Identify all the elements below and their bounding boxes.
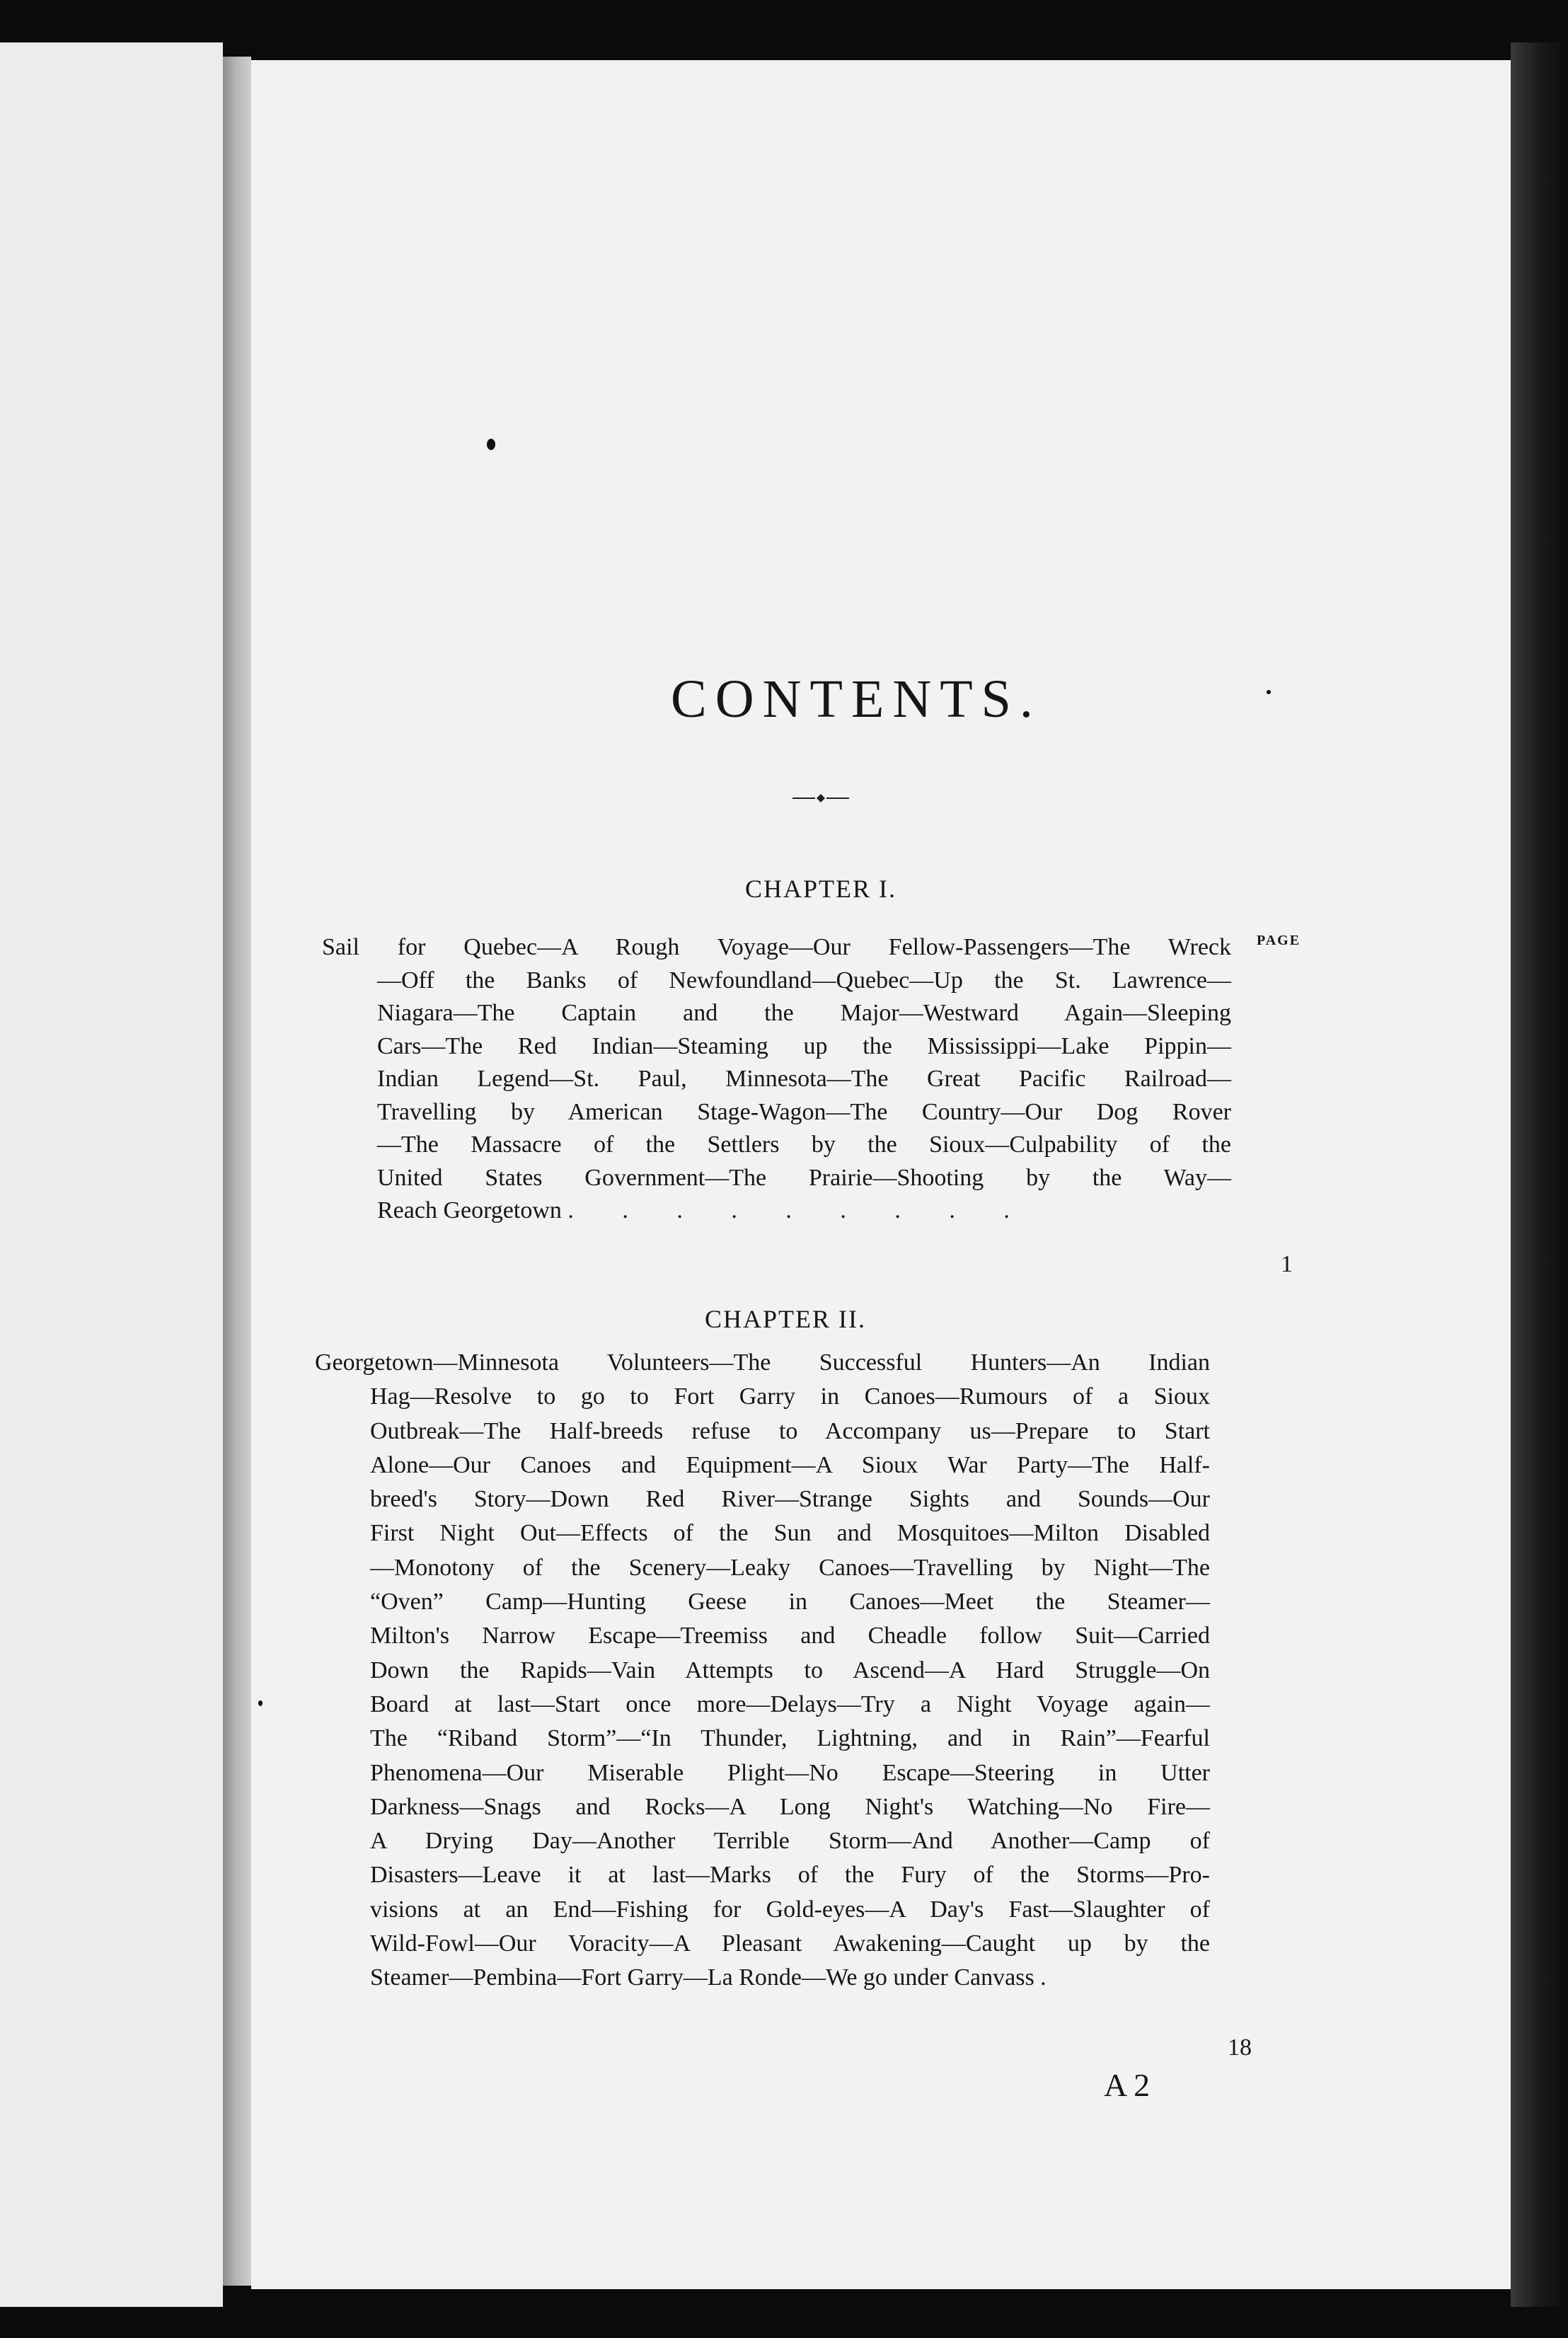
- chapter-heading: CHAPTER II.: [705, 1305, 866, 1333]
- summary-line: United States Government—The Prairie—Shooting by the Way—: [377, 1164, 1231, 1191]
- summary-line: Down the Rapids—Vain Attempts to Ascend—A Hard Struggle—On: [370, 1657, 1210, 1683]
- summary-line: [322, 1194, 1231, 1228]
- summary-line: Niagara—The Captain and the Major—Westward Again—Sleeping: [377, 1000, 1231, 1026]
- page-column-label: PAGE: [1257, 933, 1301, 948]
- summary-line: Georgetown—Minnesota Volunteers—The Successful Hunters—An Indian: [315, 1349, 1210, 1376]
- summary-line: [315, 1961, 1210, 1995]
- summary-line: Board at last—Start once more—Delays—Try a Night Voyage again—: [370, 1691, 1210, 1717]
- contents-title: CONTENTS.: [671, 669, 1042, 729]
- summary-line: Hag—Resolve to go to Fort Garry in Canoes—Rumours of a Sioux: [370, 1383, 1210, 1410]
- chapter-summary: [322, 931, 1231, 1228]
- chapter-heading: CHAPTER I.: [744, 875, 897, 903]
- summary-line: Sail for Quebec—A Rough Voyage—Our Fellow-Passengers—The Wreck: [322, 934, 1231, 960]
- page-number: 18: [1228, 2034, 1252, 2061]
- summary-line: Indian Legend—St. Paul, Minnesota—The Great Pacific Railroad—: [377, 1066, 1231, 1092]
- summary-line: Wild-Fowl—Our Voracity—A Pleasant Awakening—Caught up by the: [370, 1930, 1210, 1957]
- summary-line: Travelling by American Stage-Wagon—The Country—Our Dog Rover: [377, 1098, 1231, 1125]
- ink-speck: [1267, 690, 1271, 694]
- summary-line: visions at an End—Fishing for Gold-eyes—A Day's Fast—Slaughter of: [370, 1896, 1210, 1923]
- title-ornament: [785, 791, 856, 805]
- summary-line: Alone—Our Canoes and Equipment—A Sioux War Party—The Half-: [370, 1451, 1210, 1478]
- chapter-summary: [315, 1346, 1210, 1996]
- summary-line: Milton's Narrow Escape—Treemiss and Cheadle follow Suit—Carried: [370, 1623, 1210, 1649]
- summary-line: A Drying Day—Another Terrible Storm—And Another—Camp of: [370, 1828, 1210, 1855]
- page-edge: [1511, 42, 1560, 2307]
- summary-line: Outbreak—The Half-breeds refuse to Accompany us—Prepare to Start: [370, 1417, 1210, 1444]
- summary-line: breed's Story—Down Red River—Strange Sights and Sounds—Our: [370, 1486, 1210, 1513]
- summary-text: Steamer—Pembina—Fort Garry—La Ronde—We go under Canvass: [370, 1964, 1034, 1991]
- summary-line: “Oven” Camp—Hunting Geese in Canoes—Meet the Steamer—: [370, 1589, 1210, 1616]
- summary-text: Reach Georgetown: [377, 1197, 562, 1223]
- summary-line: Phenomena—Our Miserable Plight—No Escape—Steering in Utter: [370, 1759, 1210, 1786]
- summary-line: Darkness—Snags and Rocks—A Long Night's Watching—No Fire—: [370, 1793, 1210, 1820]
- summary-line: First Night Out—Effects of the Sun and Mosquitoes—Milton Disabled: [370, 1520, 1210, 1547]
- summary-line: Cars—The Red Indian—Steaming up the Mississippi—Lake Pippin—: [377, 1032, 1231, 1059]
- summary-line: —The Massacre of the Settlers by the Sioux—Culpability of the: [377, 1131, 1231, 1158]
- facing-page: [0, 42, 223, 2307]
- summary-line: Disasters—Leave it at last—Marks of the Fury of the Storms—Pro-: [370, 1862, 1210, 1889]
- ink-speck: [258, 1700, 263, 1706]
- page-number: 1: [1281, 1251, 1293, 1277]
- ink-speck: [487, 439, 495, 450]
- summary-line: —Off the Banks of Newfoundland—Quebec—Up the St. Lawrence—: [377, 967, 1231, 994]
- dot-leader: . . . . . . . . .: [567, 1197, 1031, 1223]
- summary-line: The “Riband Storm”—“In Thunder, Lightning, and in Rain”—Fearful: [370, 1725, 1210, 1752]
- summary-line: —Monotony of the Scenery—Leaky Canoes—Travelling by Night—The: [370, 1554, 1210, 1581]
- binding-gutter: [223, 57, 251, 2286]
- dot-leader: .: [1040, 1964, 1068, 1991]
- signature-mark: A 2: [1104, 2067, 1151, 2103]
